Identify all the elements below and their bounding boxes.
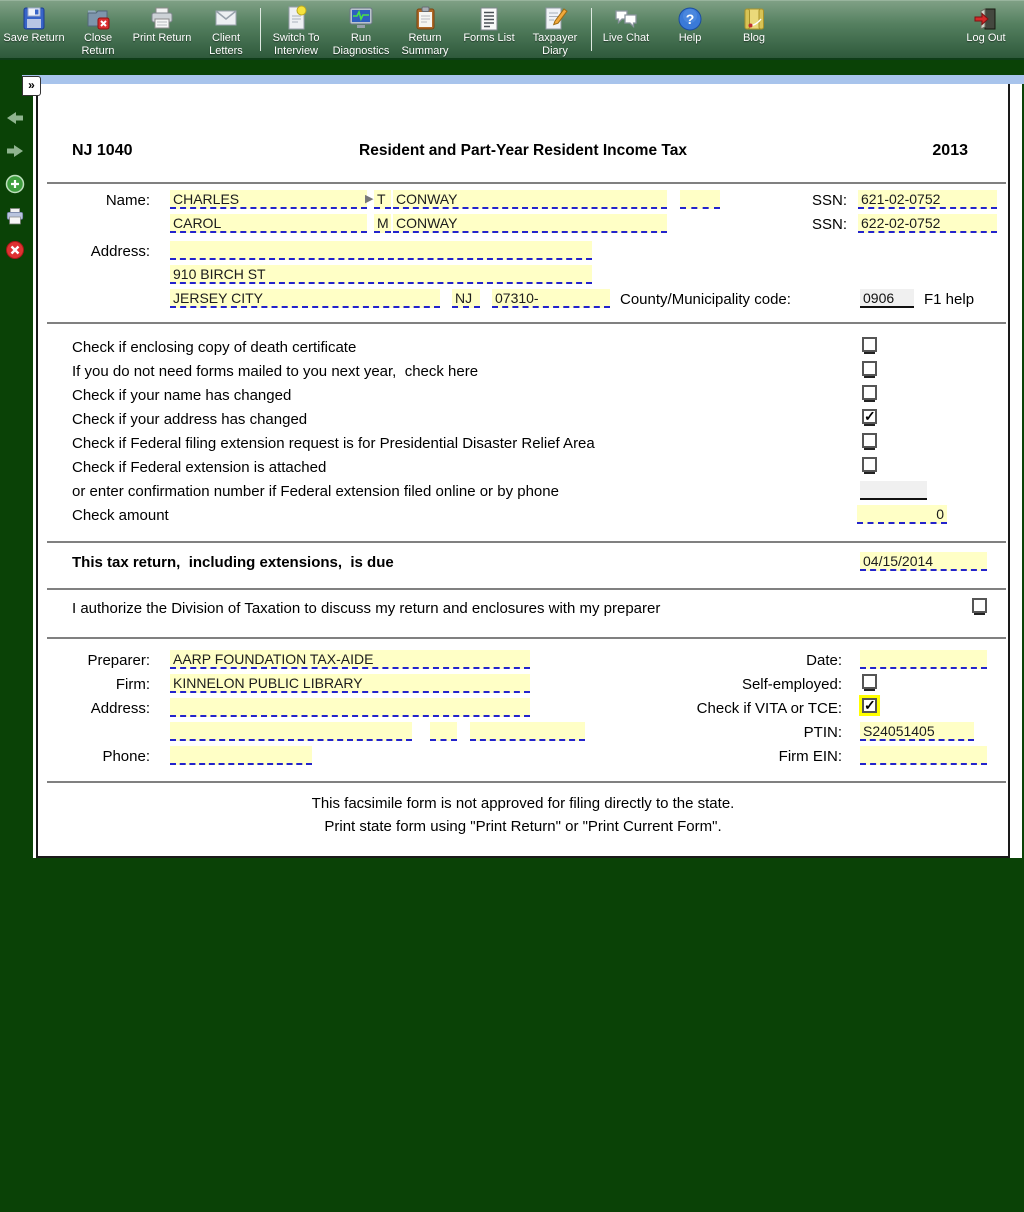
firm-label: Firm: [115, 676, 150, 693]
help-button[interactable] [658, 1, 722, 58]
button-label: Help [678, 32, 702, 44]
self-employed-label: Self-employed: [741, 676, 842, 693]
chat-bubbles-icon [613, 5, 639, 32]
zip-field[interactable]: 07310- [492, 289, 610, 308]
close-return-button[interactable] [66, 1, 130, 58]
printer-icon [5, 207, 25, 227]
blog-scroll-icon [741, 5, 767, 32]
button-label: Return Summary [401, 31, 449, 57]
county-code-label: County/Municipality code: [620, 291, 791, 308]
nj1040-form [36, 84, 1010, 858]
toolbar-separator [591, 8, 592, 51]
address-changed-checkbox[interactable] [862, 409, 877, 424]
preparer-date-field[interactable] [860, 650, 987, 669]
checkbox-label: Check if Federal filing extension request is for Presidential Disaster Relief Area [72, 435, 595, 452]
print-return-button[interactable] [130, 1, 194, 58]
confirmation-number-field[interactable] [860, 481, 927, 500]
f1-help-text: F1 help [924, 291, 975, 308]
diagnostics-monitor-icon [348, 5, 374, 32]
self-employed-checkbox[interactable] [862, 674, 877, 689]
checkbox-label: Check if your address has changed [72, 411, 308, 428]
preparer-name-field[interactable]: AARP FOUNDATION TAX-AIDE [170, 650, 530, 669]
address-line1-field[interactable] [170, 241, 592, 260]
forward-arrow-icon [5, 141, 25, 161]
printer-icon [149, 5, 175, 32]
checkbox-label: If you do not need forms mailed to you next year, check here [72, 363, 479, 380]
vita-tce-label: Check if VITA or TCE: [696, 700, 842, 717]
ptin-label: PTIN: [803, 724, 842, 741]
help-question-icon [677, 5, 703, 32]
nav-back-button[interactable] [5, 108, 25, 128]
facsimile-note-line2: Print state form using "Print Return" or "Print Current Form". [324, 818, 722, 835]
button-label: Close Return [81, 31, 115, 57]
interview-page-icon [283, 5, 309, 32]
spouse-ssn-field[interactable]: 622-02-0752 [858, 214, 997, 233]
disaster-relief-checkbox[interactable] [862, 433, 877, 448]
check-amount-field[interactable]: 0 [857, 505, 947, 524]
toolbar-separator [260, 8, 261, 51]
name-label: Name: [105, 192, 150, 209]
back-arrow-icon [5, 108, 25, 128]
form-panel [33, 84, 1022, 858]
facsimile-note-line1: This facsimile form is not approved for filing directly to the state. [311, 795, 735, 812]
return-summary-button[interactable] [393, 1, 457, 58]
button-label: Log Out [966, 32, 1006, 44]
forms-list-icon [476, 5, 502, 32]
phone-field[interactable] [170, 746, 312, 765]
due-date-field[interactable]: 04/15/2014 [860, 552, 987, 571]
ssn-label: SSN: [811, 216, 847, 233]
form-title: Resident and Part-Year Resident Income Tax [359, 142, 687, 159]
plus-circle-icon [5, 174, 25, 194]
preparer-address-label: Address: [90, 700, 150, 717]
spouse-last-name-field[interactable]: CONWAY [393, 214, 667, 233]
content-top-strip [22, 75, 1024, 84]
add-form-button[interactable] [5, 174, 25, 194]
save-return-button[interactable] [2, 1, 66, 58]
preparer-zip-field[interactable] [470, 722, 585, 741]
sidebar [0, 62, 30, 1212]
name-changed-checkbox[interactable] [862, 385, 877, 400]
spouse-first-name-field[interactable]: CAROL [170, 214, 367, 233]
ptin-field[interactable]: S24051405 [860, 722, 974, 741]
button-label: Client Letters [209, 31, 243, 57]
state-field[interactable]: NJ [452, 289, 480, 308]
logout-door-icon [973, 5, 999, 32]
nav-forward-button[interactable] [5, 141, 25, 161]
taxpayer-diary-button[interactable] [521, 1, 589, 58]
button-label: Run Diagnostics [332, 31, 390, 57]
run-diagnostics-button[interactable] [329, 1, 393, 58]
client-letters-button[interactable] [194, 1, 258, 58]
separator-line [47, 182, 1006, 184]
vita-tce-checkbox[interactable] [862, 698, 877, 713]
death-certificate-checkbox[interactable] [862, 337, 877, 352]
firm-ein-label: Firm EIN: [778, 748, 842, 765]
ssn-label: SSN: [811, 192, 847, 209]
authorize-preparer-checkbox[interactable] [972, 598, 987, 613]
firm-ein-field[interactable] [860, 746, 987, 765]
phone-label: Phone: [102, 748, 150, 765]
log-out-button[interactable] [954, 1, 1018, 58]
separator-line [47, 541, 1006, 543]
live-chat-button[interactable] [594, 1, 658, 58]
svg-text:?: ? [685, 10, 695, 27]
no-forms-mailed-checkbox[interactable] [862, 361, 877, 376]
taxpayer-mi-field[interactable]: T [374, 190, 391, 209]
preparer-city-field[interactable] [170, 722, 412, 741]
taxpayer-first-name-field[interactable]: CHARLES [170, 190, 367, 209]
diary-pencil-icon [542, 5, 568, 32]
button-label: Save Return [3, 32, 65, 44]
button-label: Taxpayer Diary [532, 31, 578, 57]
switch-to-interview-button[interactable] [263, 1, 329, 58]
red-x-circle-icon [5, 240, 25, 260]
preparer-address-field[interactable] [170, 698, 530, 717]
toolbar [0, 0, 1024, 60]
taxpayer-ssn-field[interactable]: 621-02-0752 [858, 190, 997, 209]
button-label: Live Chat [602, 32, 650, 44]
save-icon [21, 5, 47, 32]
print-form-button[interactable] [5, 207, 25, 227]
preparer-state-field[interactable] [430, 722, 457, 741]
due-date-label: This tax return, including extensions, is due [72, 554, 394, 571]
taxpayer-suffix-field[interactable] [680, 190, 720, 209]
form-id: NJ 1040 [72, 142, 133, 159]
clipboard-icon [412, 5, 438, 32]
envelope-icon [213, 5, 239, 32]
county-code-field[interactable]: 0906 [860, 289, 914, 308]
separator-line [47, 322, 1006, 324]
spouse-mi-field[interactable]: M [374, 214, 391, 233]
authorize-label: I authorize the Division of Taxation to discuss my return and enclosures with my preparer [72, 600, 661, 617]
separator-line [47, 781, 1006, 783]
preparer-label: Preparer: [87, 652, 150, 669]
check-amount-label: Check amount [72, 507, 169, 524]
city-field[interactable]: JERSEY CITY [170, 289, 440, 308]
button-label: Blog [742, 32, 766, 44]
blog-button[interactable] [722, 1, 786, 58]
firm-name-field[interactable]: KINNELON PUBLIC LIBRARY [170, 674, 530, 693]
text-cursor-icon: ▶ [365, 193, 374, 205]
confirmation-number-label: or enter confirmation number if Federal extension filed online or by phone [72, 483, 559, 500]
federal-extension-checkbox[interactable] [862, 457, 877, 472]
checkbox-label: Check if your name has changed [72, 387, 292, 404]
address-line2-field[interactable]: 910 BIRCH ST [170, 265, 592, 284]
taxpayer-last-name-field[interactable]: CONWAY [393, 190, 667, 209]
form-year: 2013 [932, 142, 968, 159]
date-label: Date: [806, 652, 842, 669]
forms-list-button[interactable] [457, 1, 521, 58]
close-return-icon [85, 5, 111, 32]
separator-line [47, 588, 1006, 590]
close-form-button[interactable] [5, 240, 25, 260]
button-label: Forms List [463, 32, 515, 44]
button-label: Switch To Interview [272, 31, 320, 57]
checkbox-label: Check if enclosing copy of death certificate [72, 339, 357, 356]
button-label: Print Return [132, 32, 192, 44]
expand-panel-tab[interactable]: » [22, 76, 41, 96]
checkbox-label: Check if Federal extension is attached [72, 459, 327, 476]
address-label: Address: [90, 243, 150, 260]
separator-line [47, 637, 1006, 639]
